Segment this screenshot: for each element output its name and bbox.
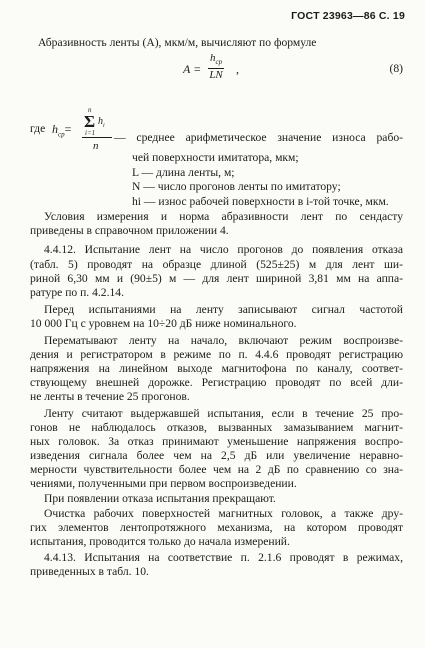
para-line: Ленту считают выдержавшей испытания, если в течение 25 про-: [44, 407, 403, 420]
para-line: 10 000 Гц с уровнем на 10÷20 дБ ниже номинального.: [30, 317, 297, 330]
where-lead: где: [30, 122, 46, 135]
para-line: ствующему внешней дорожке. Регистрацию проводят по всей дли-: [30, 376, 403, 389]
para-line: напряжения на линейном выходе магнитофона по каналу, соответ-: [30, 362, 403, 375]
para-line: дения и регистратором в режиме по п. 4.4.6 проводят регистрацию: [30, 348, 403, 361]
sum-den: n: [93, 140, 99, 152]
para-line: риной 6,30 мм и (90±5) м — для лент шириной 3,81 мм на аппа-: [30, 272, 403, 285]
para-line: приведенных в табл. 10.: [30, 565, 149, 578]
where-N: N — число прогонов ленты по имитатору;: [132, 180, 341, 193]
where-text-1: — среднее арифметическое значение износа рабо-: [114, 131, 403, 144]
sigma-icon: Σ: [84, 112, 96, 131]
where-h: $h_{ср}=$: [52, 122, 72, 139]
sum-top: n: [88, 106, 92, 114]
formula-intro: Абразивность ленты (А), мкм/м, вычисляют по формуле: [38, 36, 317, 49]
formula-fraction: $h_{ср}$ LN: [209, 52, 223, 82]
formula-number: (8): [389, 62, 403, 75]
para-line: приведены в справочном приложении 4.: [30, 224, 229, 237]
para-line: Условия измерения и норма абразивности лент по сендасту: [44, 210, 403, 223]
para-line: изведения сигнала более чем на 2,5 дБ или увеличение неравно-: [30, 449, 403, 462]
sum-term: $h_i$: [98, 116, 105, 129]
para-line: ных головок. За отказ принимают уменьшение напряжения воспро-: [30, 435, 403, 448]
formula-lhs: A =: [183, 62, 202, 76]
where-hi: hi — износ рабочей поверхности в i-той точке, мкм.: [132, 195, 389, 208]
para-line: испытания, проводится только до начала измерений.: [30, 535, 290, 548]
para-line: При появлении отказа испытания прекращают.: [44, 492, 276, 505]
sum-bottom: i=1: [85, 129, 96, 137]
where-text-2: чей поверхности имитатора, мкм;: [132, 151, 299, 164]
para-line: ратуре по п. 4.2.14.: [30, 286, 124, 299]
running-header: ГОСТ 23963—86 С. 19: [291, 10, 405, 22]
para-line: Очистка рабочих поверхностей магнитных головок, а также дру-: [44, 507, 403, 520]
para-line: 4.4.13. Испытания на соответствие п. 2.1.6 проводят в режимах,: [44, 551, 403, 564]
para-line: (табл. 5) проводят на образце длиной (525±25) м для лент ши-: [30, 258, 403, 271]
para-line: чениями, полученными при первом воспроизведении.: [30, 477, 297, 490]
para-line: гих элементов лентопротяжного механизма, на котором проводят: [30, 521, 403, 534]
formula-comma: ,: [236, 62, 239, 76]
para-line: мерности чувствительности более чем на 2 дБ по сравнению со зна-: [30, 463, 403, 476]
fraction-bar: [82, 137, 112, 138]
para-line: Перематывают ленту на начало, включают режим воспроизве-: [44, 334, 403, 347]
para-line: Перед испытаниями на ленту записывают сигнал частотой: [44, 303, 403, 316]
para-line: не ленты в течение 25 прогонов.: [30, 390, 190, 403]
where-L: L — длина ленты, м;: [132, 166, 235, 179]
para-line: 4.4.12. Испытание лент на число прогонов до появления отказа: [44, 243, 403, 256]
para-line: гонов не наблюдалось отказов, вызванных замазыванием магнит-: [30, 421, 403, 434]
